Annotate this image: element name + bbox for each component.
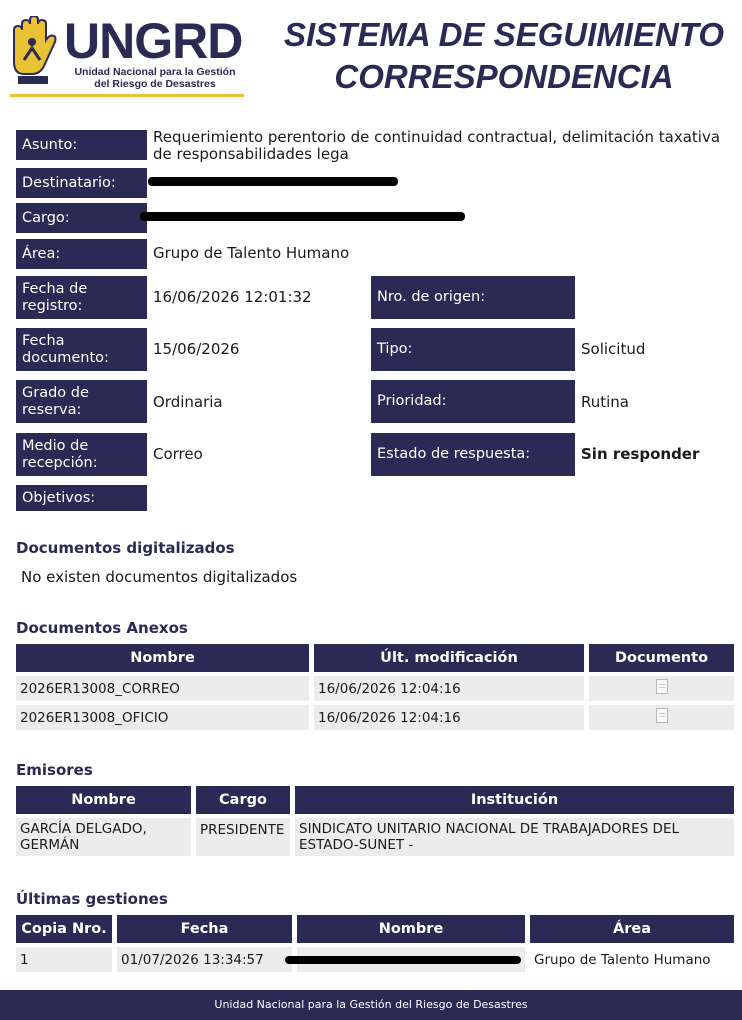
gestiones-table	[11, 911, 739, 976]
gestiones-col-fecha: Fecha	[117, 915, 292, 943]
logo-accent-line	[10, 94, 244, 97]
tipo-value: Solicitud	[581, 340, 646, 358]
page-footer: Unidad Nacional para la Gestión del Riesgo de Desastres	[0, 990, 742, 1020]
anexo-modificacion: 16/06/2026 12:04:16	[314, 676, 584, 701]
grado-reserva-value: Ordinaria	[153, 393, 223, 411]
anexos-col-documento: Documento	[589, 644, 734, 672]
table-row	[16, 705, 734, 730]
gestiones-header-row	[16, 915, 734, 943]
area-label: Área:	[16, 239, 147, 269]
fecha-registro-label: Fecha de registro:	[16, 276, 147, 319]
emisores-title: Emisores	[16, 761, 93, 779]
emisor-institucion: SINDICATO UNITARIO NACIONAL DE TRABAJADORES DEL ESTADO-SUNET -	[295, 818, 734, 856]
gestion-area: Grupo de Talento Humano	[530, 947, 734, 972]
tipo-label: Tipo:	[371, 328, 575, 371]
estado-respuesta-value: Sin responder	[581, 445, 700, 463]
gestion-copia: 1	[16, 947, 112, 972]
anexos-col-modificacion: Últ. modificación	[314, 644, 584, 672]
emisores-table	[11, 782, 739, 860]
emisores-header-row	[16, 786, 734, 814]
prioridad-label: Prioridad:	[371, 380, 575, 423]
gestiones-col-nombre: Nombre	[297, 915, 525, 943]
fecha-registro-value: 16/06/2026 12:01:32	[153, 288, 312, 306]
emisores-col-institucion: Institución	[295, 786, 734, 814]
fecha-documento-label: Fecha documento:	[16, 328, 147, 371]
prioridad-value: Rutina	[581, 393, 630, 411]
cargo-label: Cargo:	[16, 203, 147, 233]
anexo-modificacion: 16/06/2026 12:04:16	[314, 705, 584, 730]
document-icon[interactable]	[656, 708, 668, 723]
gestiones-col-copia: Copia Nro.	[16, 915, 112, 943]
emisores-col-cargo: Cargo	[196, 786, 290, 814]
page-header	[0, 0, 742, 110]
page-title-line2: CORRESPONDENCIA	[334, 58, 674, 95]
brand-name: UNGRD	[64, 13, 243, 69]
nro-origen-label: Nro. de origen:	[371, 276, 575, 319]
estado-respuesta-label: Estado de respuesta:	[371, 433, 575, 476]
grado-reserva-label: Grado de reserva:	[16, 380, 147, 423]
brand-subtitle-line2: del Riesgo de Desastres	[94, 78, 216, 90]
destinatario-redacted	[148, 177, 398, 186]
table-row	[16, 676, 734, 701]
gestiones-title: Últimas gestiones	[16, 890, 168, 908]
destinatario-label: Destinatario:	[16, 168, 147, 198]
gestion-fecha: 01/07/2026 13:34:57	[117, 947, 292, 972]
emisor-nombre: GARCÍA DELGADO, GERMÁN	[16, 818, 191, 856]
anexo-documento-cell[interactable]	[589, 676, 734, 701]
emisores-col-nombre: Nombre	[16, 786, 191, 814]
asunto-label: Asunto:	[16, 130, 147, 160]
digitalizados-title: Documentos digitalizados	[16, 539, 235, 557]
hand-shield-icon	[10, 16, 58, 92]
anexo-documento-cell[interactable]	[589, 705, 734, 730]
page-title	[276, 14, 732, 98]
table-row	[16, 818, 734, 856]
brand-subtitle	[64, 66, 246, 90]
cargo-redacted	[140, 212, 465, 221]
table-row	[16, 947, 734, 972]
digitalizados-empty: No existen documentos digitalizados	[21, 568, 298, 586]
fecha-documento-value: 15/06/2026	[153, 340, 240, 358]
medio-recepcion-label: Medio de recepción:	[16, 433, 147, 476]
page-title-line1: SISTEMA DE SEGUIMIENTO	[283, 16, 725, 53]
anexos-header-row	[16, 644, 734, 672]
anexos-col-nombre: Nombre	[16, 644, 309, 672]
gestiones-col-area: Área	[530, 915, 734, 943]
medio-recepcion-value: Correo	[153, 445, 203, 463]
document-icon[interactable]	[656, 679, 668, 694]
anexos-title: Documentos Anexos	[16, 619, 188, 637]
gestion-nombre-redacted	[297, 947, 525, 972]
objetivos-label: Objetivos:	[16, 485, 147, 511]
asunto-value: Requerimiento perentorio de continuidad contractual, delimitación taxativa de responsabilidades lega	[153, 128, 721, 163]
area-value: Grupo de Talento Humano	[153, 244, 350, 262]
ungrd-logo	[10, 14, 246, 98]
anexos-table	[11, 640, 739, 734]
emisor-cargo: PRESIDENTE	[196, 818, 290, 856]
anexo-nombre: 2026ER13008_CORREO	[16, 676, 309, 701]
brand-subtitle-line1: Unidad Nacional para la Gestión	[74, 66, 236, 78]
anexo-nombre: 2026ER13008_OFICIO	[16, 705, 309, 730]
